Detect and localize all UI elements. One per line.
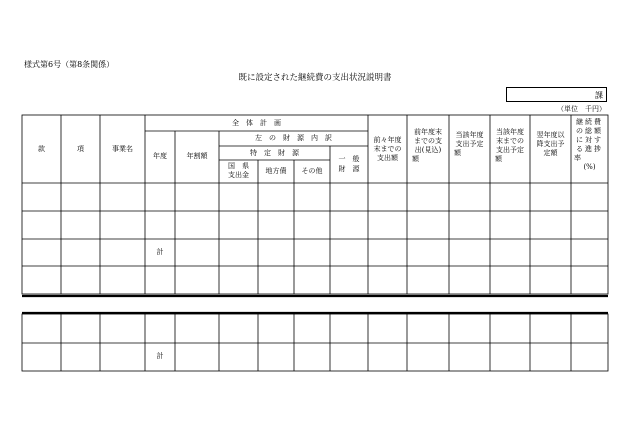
header-yokunendo-line-1: 翌年度以 — [536, 131, 565, 139]
header-yokunendo-line-2: 降支出予 — [536, 140, 565, 148]
header-sonota: その他 — [301, 167, 323, 175]
header-tougai-matsu-line-1: 当該年度 — [496, 128, 524, 136]
header-kou: 項 — [77, 145, 84, 153]
header-tougai-matsu-line-4: 額 — [495, 155, 502, 163]
header-tougai-matsu — [490, 128, 530, 164]
header-zentai-keikaku: 全 体 計 画 — [232, 119, 281, 127]
header-ippan: 一 般 — [338, 155, 360, 163]
header-shinchoku-line-1: 継続費 — [576, 118, 603, 126]
header-shinchoku-line-4: る進捗 — [576, 145, 603, 153]
department-label: 課 — [595, 91, 603, 100]
header-tougai-yotei — [449, 131, 490, 158]
header-zaigen-naiyaku: 左 の 財 源 内 訳 — [255, 134, 332, 142]
header-tougai-yotei-line-3: 額 — [454, 149, 461, 157]
header-chihousai: 地方債 — [265, 167, 287, 175]
header-nenwarigaku: 年割額 — [186, 152, 208, 160]
document-title: 既に設定された継続費の支出状況説明書 — [238, 73, 392, 83]
header-zenzen-line-3: 支出額 — [377, 154, 398, 162]
header-jigyoumei: 事業名 — [112, 145, 133, 153]
header-shinchoku-line-2: の総額 — [576, 127, 603, 135]
row-label-kei-upper: 計 — [156, 248, 164, 256]
header-nendo: 年度 — [153, 152, 167, 160]
header-kan: 款 — [38, 145, 45, 153]
header-zen-nendo — [407, 128, 449, 164]
header-yokunendo — [530, 131, 571, 158]
form-number: 様式第6号（第8条関係） — [24, 60, 115, 69]
header-zen-line-4: 額 — [412, 155, 419, 163]
row-label-kei-lower: 計 — [156, 352, 164, 360]
header-tokutei-zaigen: 特 定 財 源 — [250, 149, 299, 157]
header-zen-line-3: 出(見込) — [414, 146, 442, 154]
header-tougai-matsu-line-3: 支出予定 — [496, 146, 524, 154]
header-tougai-matsu-line-2: 末までの — [496, 137, 524, 145]
unit-label: （単位 千円） — [557, 105, 606, 113]
header-zen-line-2: までの支 — [414, 137, 442, 145]
header-percent: (%) — [583, 163, 596, 171]
header-tougai-yotei-line-1: 当該年度 — [455, 131, 484, 139]
header-zen-line-1: 前年度末 — [414, 128, 442, 136]
header-shinchoku — [571, 118, 608, 172]
header-shinchoku-line-3: に対す — [576, 136, 603, 144]
header-yokunendo-line-3: 定額 — [543, 149, 558, 157]
header-zenzen-line-1: 前々年度 — [373, 136, 402, 144]
header-zenzen-nendo — [368, 136, 407, 163]
header-zaigen: 財 源 — [338, 165, 360, 173]
header-tougai-yotei-line-2: 支出予定 — [455, 140, 484, 148]
header-zenzen-line-2: 末までの — [373, 145, 402, 153]
header-shishutsukin: 支出金 — [228, 171, 249, 179]
header-kokuken: 国 県 — [228, 162, 249, 170]
header-shinchoku-line-5: 率 — [574, 154, 581, 162]
